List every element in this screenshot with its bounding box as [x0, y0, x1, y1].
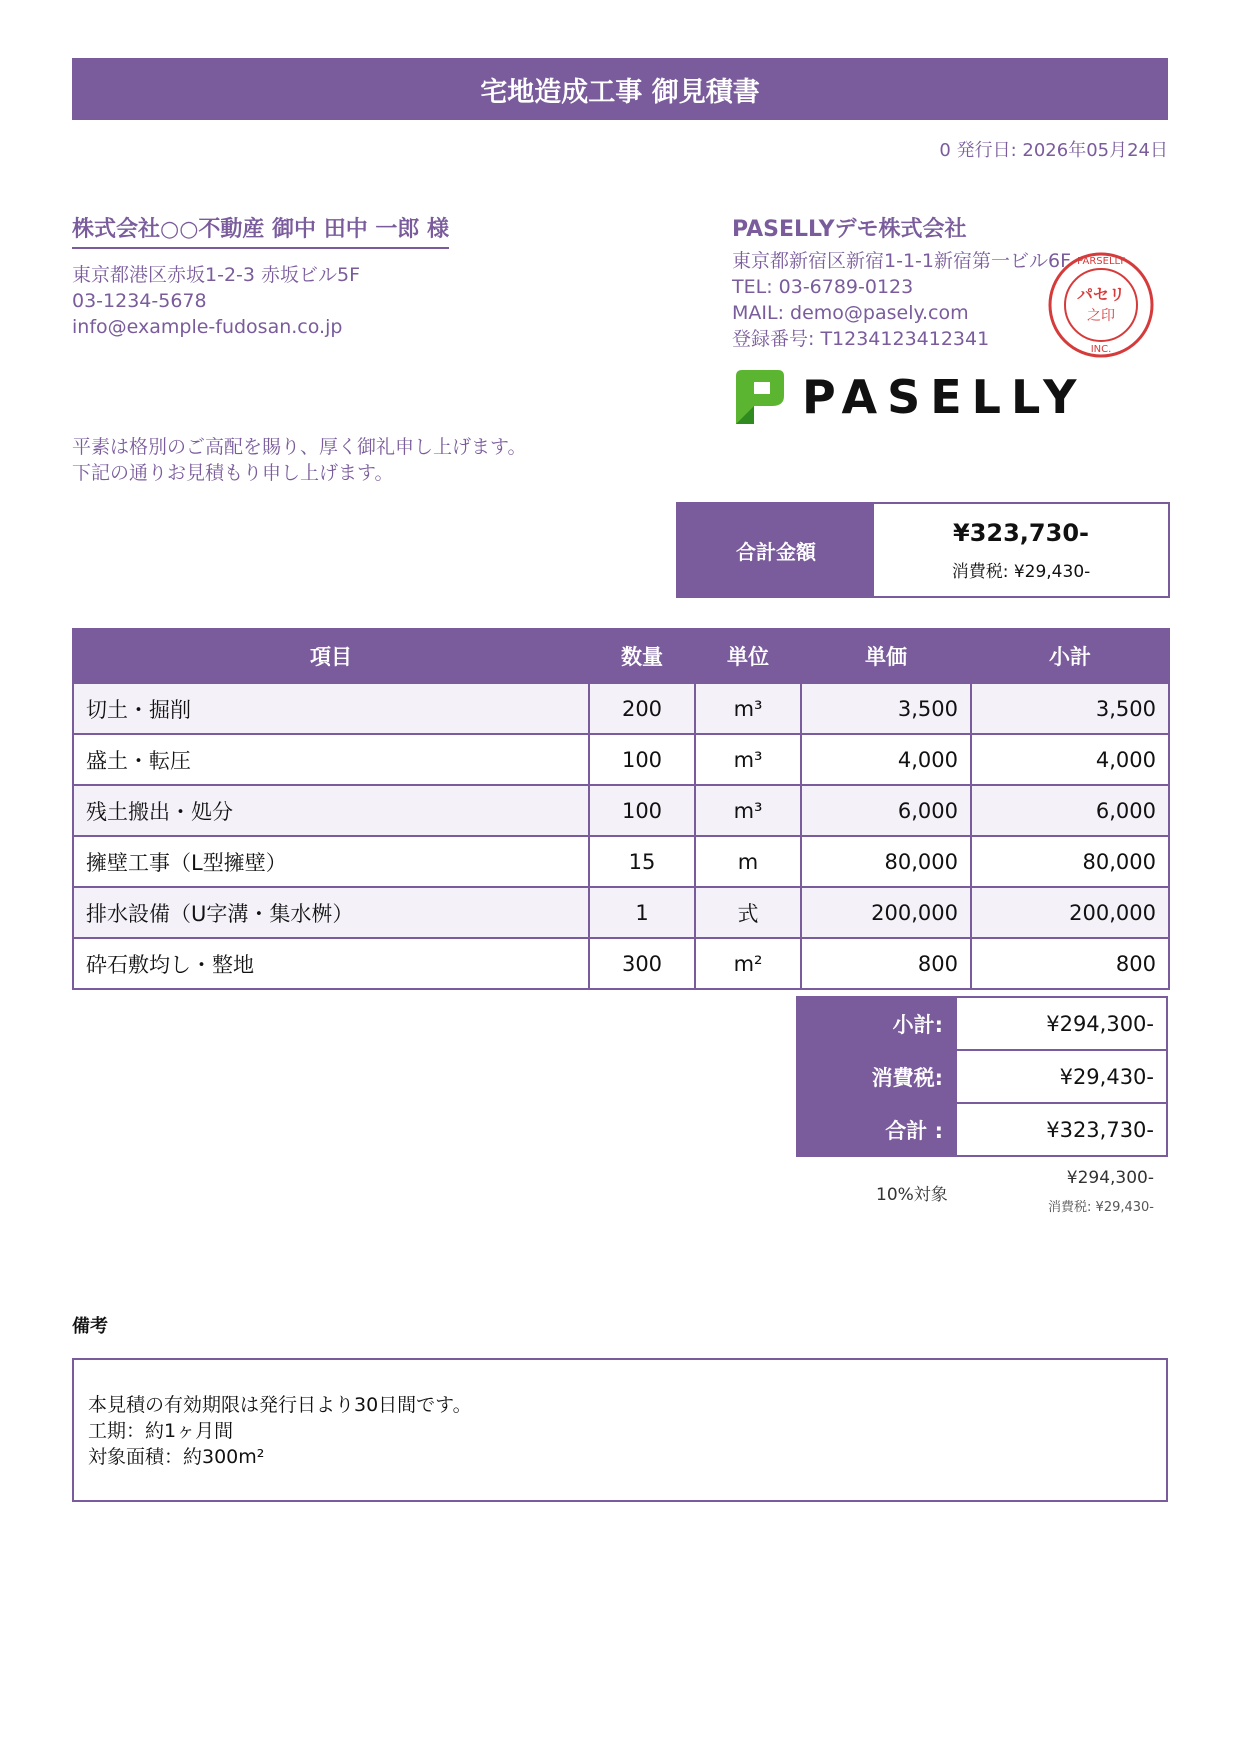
summary-subtotal-label: 小計: [797, 997, 956, 1050]
header-item: 項目 [73, 629, 589, 683]
company-mail: MAIL: demo@pasely.com [732, 302, 969, 324]
notes-title: 備考 [72, 1316, 108, 1337]
row-subtotal: 800 [971, 938, 1169, 989]
row-unit: m³ [695, 785, 801, 836]
row-price: 200,000 [801, 887, 971, 938]
row-unit: m [695, 836, 801, 887]
document-title: 宅地造成工事 御見積書 [72, 58, 1168, 120]
total-tax: 消費税: ¥29,430- [951, 561, 1091, 582]
total-amount: ¥323,730- [953, 518, 1089, 547]
tax-rate-label: 10%対象 [876, 1185, 948, 1205]
issue-date: 0 発行日: 2026年05月24日 [939, 140, 1168, 161]
total-label: 合計金額 [678, 504, 874, 596]
summary-subtotal-row [797, 997, 1167, 1050]
logo-wordmark: PASELLY [802, 370, 1087, 424]
row-subtotal: 200,000 [971, 887, 1169, 938]
row-price: 6,000 [801, 785, 971, 836]
table-row [73, 785, 1169, 836]
row-subtotal: 80,000 [971, 836, 1169, 887]
row-qty: 1 [589, 887, 695, 938]
row-item: 盛土・転圧 [73, 734, 589, 785]
notes-line-1: 本見積の有効期限は発行日より30日間です。 [88, 1394, 472, 1416]
tax-rate-tax: 消費税: ¥29,430- [1048, 1200, 1154, 1215]
row-price: 4,000 [801, 734, 971, 785]
summary-tax-label: 消費税: [797, 1050, 956, 1103]
row-unit: m³ [695, 734, 801, 785]
summary-table [796, 996, 1168, 1157]
greeting-line-2: 下記の通りお見積もり申し上げます。 [72, 462, 394, 484]
client-name: 株式会社○○不動産 御中 田中 一郎 様 [72, 212, 449, 249]
total-amount-box [676, 502, 1170, 598]
table-row [73, 836, 1169, 887]
row-unit: m³ [695, 683, 801, 734]
row-subtotal: 6,000 [971, 785, 1169, 836]
company-logo [732, 366, 1086, 428]
table-row [73, 734, 1169, 785]
row-price: 80,000 [801, 836, 971, 887]
svg-text:パセリ: パセリ [1076, 285, 1126, 304]
summary-tax-value: ¥29,430- [956, 1050, 1167, 1103]
header-subtotal: 小計 [971, 629, 1169, 683]
company-info [732, 248, 1071, 352]
row-item: 擁壁工事（L型擁壁） [73, 836, 589, 887]
row-qty: 200 [589, 683, 695, 734]
client-phone: 03-1234-5678 [72, 290, 207, 312]
table-header-row [73, 629, 1169, 683]
company-seal-stamp [1046, 250, 1156, 360]
company-name: PASELLYデモ株式会社 [732, 217, 967, 242]
summary-subtotal-value: ¥294,300- [956, 997, 1167, 1050]
row-subtotal: 4,000 [971, 734, 1169, 785]
company-address: 東京都新宿区新宿1-1-1新宿第一ビル6F [732, 250, 1071, 272]
header-unit: 単位 [695, 629, 801, 683]
row-item: 切土・掘削 [73, 683, 589, 734]
items-table [72, 628, 1170, 990]
summary-total-row [797, 1103, 1167, 1156]
notes-box [72, 1358, 1168, 1502]
row-unit: 式 [695, 887, 801, 938]
leaf-logo-icon [732, 366, 788, 428]
client-address: 東京都港区赤坂1-2-3 赤坂ビル5F [72, 264, 361, 286]
client-info [72, 262, 360, 340]
row-item: 残土搬出・処分 [73, 785, 589, 836]
svg-text:INC.: INC. [1090, 344, 1112, 355]
row-unit: m² [695, 938, 801, 989]
row-item: 砕石敷均し・整地 [73, 938, 589, 989]
header-price: 単価 [801, 629, 971, 683]
row-subtotal: 3,500 [971, 683, 1169, 734]
row-qty: 100 [589, 785, 695, 836]
notes-line-3: 対象面積：約300m² [88, 1446, 265, 1468]
header-qty: 数量 [589, 629, 695, 683]
row-qty: 15 [589, 836, 695, 887]
row-price: 800 [801, 938, 971, 989]
row-qty: 100 [589, 734, 695, 785]
summary-total-label: 合計 : [797, 1103, 956, 1156]
greeting [72, 434, 526, 486]
client-email: info@example-fudosan.co.jp [72, 316, 343, 338]
tax-rate-base: ¥294,300- [1066, 1168, 1154, 1188]
row-price: 3,500 [801, 683, 971, 734]
table-row [73, 683, 1169, 734]
summary-total-value: ¥323,730- [956, 1103, 1167, 1156]
row-qty: 300 [589, 938, 695, 989]
svg-text:之印: 之印 [1087, 308, 1115, 324]
greeting-line-1: 平素は格別のご高配を賜り、厚く御礼申し上げます。 [72, 436, 527, 458]
summary-tax-row [797, 1050, 1167, 1103]
notes-line-2: 工期：約1ヶ月間 [88, 1420, 234, 1442]
company-tel: TEL: 03-6789-0123 [732, 276, 914, 298]
table-row [73, 887, 1169, 938]
table-row [73, 938, 1169, 989]
row-item: 排水設備（U字溝・集水桝） [73, 887, 589, 938]
total-value [874, 504, 1168, 596]
svg-text:PARSELLY: PARSELLY [1077, 256, 1125, 267]
company-registration: 登録番号: T1234123412341 [732, 328, 990, 350]
